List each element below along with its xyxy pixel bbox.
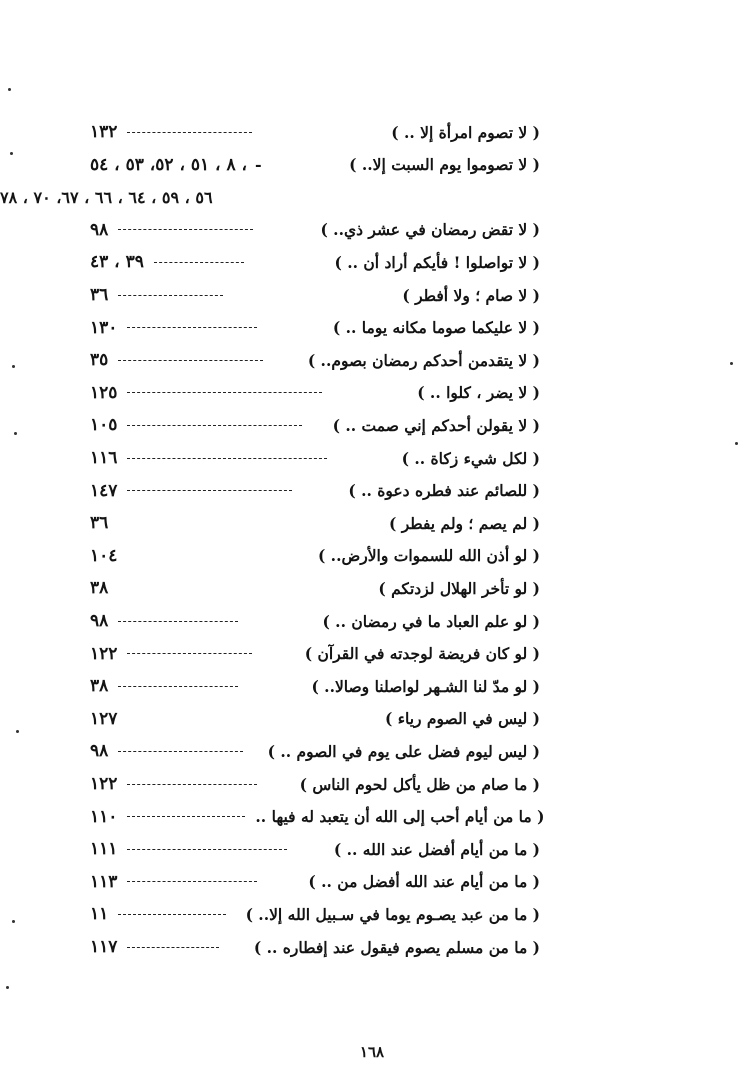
- entry-page-numbers: ٨ ، ٥١ ، ٥٢، ٥٣ ، ٥٤ ،: [90, 154, 247, 175]
- index-entry: [90, 707, 540, 731]
- index-entry: [90, 479, 540, 503]
- entry-hadith-text: ( ما من أيام عند الله أفضل من .. ): [308, 872, 540, 892]
- entry-hadith-text: ( لا صام ؛ ولا أفطر ): [402, 285, 540, 305]
- entry-page-numbers: ١١٧: [90, 937, 118, 957]
- leader-dashes: [127, 490, 292, 491]
- entry-page-numbers: ١١٠: [90, 806, 118, 827]
- entry-hadith-text: ( ليس في الصوم رياء ): [384, 709, 540, 729]
- leader-dashes: [118, 229, 253, 230]
- leader-dashes: [118, 686, 238, 687]
- index-entry: [90, 576, 540, 600]
- entry-hadith-text: ( لا تصوموا يوم السبت إلا.. ): [349, 155, 540, 175]
- entry-page-numbers: ٣٦: [90, 513, 109, 534]
- leader-dashes: [127, 653, 252, 654]
- entry-page-numbers: ١١: [90, 904, 109, 925]
- entry-hadith-text: ( لو كان فريضة لوجدته في القرآن ): [304, 644, 540, 664]
- entry-hadith-text: ( ليس ليوم فضل على يوم في الصوم .. ): [267, 741, 540, 761]
- index-entry: [90, 805, 545, 829]
- entry-page-numbers: ٣٥: [90, 350, 109, 371]
- entry-page-numbers: ١٢٥: [90, 382, 118, 403]
- index-entry: [90, 739, 540, 763]
- index-entry: [90, 772, 540, 796]
- entry-page-numbers: ١٣٢: [90, 122, 118, 142]
- index-entry: [90, 413, 540, 437]
- index-entry: [90, 544, 540, 568]
- margin-speck: [10, 152, 13, 155]
- entry-hadith-text: ( لا تواصلوا ! فأيكم أراد أن .. ): [334, 252, 540, 272]
- entry-page-numbers: ١٠٥: [90, 415, 118, 436]
- margin-speck: [16, 730, 19, 733]
- leader-dashes: [127, 132, 252, 133]
- entry-hadith-text: ( لو مدّ لنا الشـهر لواصلنا وصالا.. ): [311, 676, 540, 696]
- index-entry: [90, 511, 540, 535]
- entry-hadith-text: ( ما صام من ظل يأكل لحوم الناس ): [299, 774, 540, 794]
- index-entry: [90, 642, 540, 666]
- index-entry: [90, 316, 540, 340]
- entry-dash-prefix: -: [255, 155, 262, 175]
- entry-page-numbers: ٩٨: [90, 741, 109, 762]
- margin-speck: [12, 920, 15, 923]
- entry-page-numbers: ١١٦: [90, 448, 118, 468]
- entry-hadith-text: ( لو تأخر الهلال لزدتكم ): [378, 578, 540, 598]
- index-entry: [90, 935, 540, 959]
- entry-hadith-text: ( لا عليكما صوما مكانه يوما .. ): [332, 318, 540, 338]
- index-entry: [90, 674, 540, 698]
- entry-hadith-text: ( لو أذن الله للسموات والأرض.. ): [317, 546, 540, 566]
- margin-speck: [8, 88, 11, 91]
- index-entry: [90, 446, 540, 470]
- entry-hadith-text: ( لكل شيء زكاة .. ): [401, 448, 540, 468]
- leader-dashes: [118, 914, 226, 915]
- leader-dashes: [127, 849, 287, 850]
- leader-dashes: [127, 392, 322, 393]
- leader-dashes: [118, 621, 238, 622]
- leader-dashes: [154, 262, 244, 263]
- entry-hadith-text: ( لم يصم ؛ ولم يفطر ): [388, 513, 540, 533]
- index-entry: [90, 837, 540, 861]
- entry-page-numbers: ١٢٢: [90, 643, 118, 664]
- entry-page-numbers: ١١١: [90, 839, 118, 860]
- leader-dashes: [127, 881, 257, 882]
- leader-dashes: [118, 360, 263, 361]
- index-entry: [90, 153, 540, 177]
- entry-page-numbers: ٣٩ ، ٤٣: [90, 252, 144, 273]
- margin-speck: [6, 986, 9, 989]
- entry-page-continuation: ٥٦ ، ٥٩ ، ٦٤ ، ٦٦ ، ٦٧، ٧٠ ، ٧٨: [0, 187, 213, 207]
- index-entry: [90, 609, 540, 633]
- entry-page-numbers: ١٣٠: [90, 317, 118, 338]
- leader-dashes: [127, 425, 302, 426]
- entry-page-numbers: ١١٣: [90, 871, 118, 892]
- entry-hadith-text: ( ما من مسلم يصوم فيقول عند إفطاره .. ): [253, 937, 540, 957]
- index-entry: [90, 870, 540, 894]
- margin-speck: [735, 442, 738, 445]
- entry-page-numbers: ١٢٧: [90, 708, 118, 729]
- index-entry: [90, 218, 540, 242]
- entry-page-numbers: ١٠٤: [90, 545, 118, 566]
- index-entry: [90, 283, 540, 307]
- margin-speck: [730, 362, 733, 365]
- index-entry: [90, 120, 540, 144]
- entry-hadith-text: ( لا تقض رمضان في عشر ذي.. ): [320, 220, 540, 240]
- margin-speck: [12, 365, 15, 368]
- entry-hadith-text: ( لا يقولن أحدكم إني صمت .. ): [332, 415, 540, 435]
- index-entry: [90, 250, 540, 274]
- leader-dashes: [127, 816, 245, 817]
- entry-hadith-text: ( ما من أيام أحب إلى الله أن يتعبد له فيها ..: [255, 807, 545, 827]
- leader-dashes: [118, 295, 223, 296]
- leader-dashes: [127, 327, 257, 328]
- leader-dashes: [127, 458, 327, 459]
- leader-dashes: [127, 784, 257, 785]
- entry-hadith-text: ( ما من أيام أفضل عند الله .. ): [333, 839, 540, 859]
- entry-page-numbers: ٩٨: [90, 219, 109, 240]
- entry-hadith-text: ( لا يضر ، كلوا .. ): [417, 383, 540, 403]
- index-entry: [90, 348, 540, 372]
- entry-hadith-text: ( للصائم عند فطره دعوة .. ): [348, 481, 540, 501]
- entry-page-numbers: ٣٦: [90, 285, 109, 305]
- entry-hadith-text: ( لا تصوم امرأة إلا .. ): [391, 122, 540, 142]
- entry-page-numbers: ١٤٧: [90, 480, 118, 501]
- entry-page-numbers: ٣٨: [90, 676, 109, 697]
- index-entry: [90, 381, 540, 405]
- leader-dashes: [127, 947, 219, 948]
- entry-page-numbers: ٣٨: [90, 578, 109, 599]
- page-number: ١٦٨: [359, 1043, 385, 1061]
- entry-hadith-text: ( ما من عبد يصـوم يوما في سـبيل الله إلا.. ): [245, 904, 540, 924]
- margin-speck: [14, 432, 17, 435]
- entry-page-numbers: ٩٨: [90, 611, 109, 631]
- entry-hadith-text: ( لا يتقدمن أحدكم رمضان بصوم.. ): [307, 350, 540, 370]
- leader-dashes: [118, 751, 243, 752]
- index-entry: [90, 902, 540, 926]
- entry-page-numbers: ١٢٢: [90, 774, 118, 794]
- entry-hadith-text: ( لو علم العباد ما في رمضان .. ): [322, 611, 540, 631]
